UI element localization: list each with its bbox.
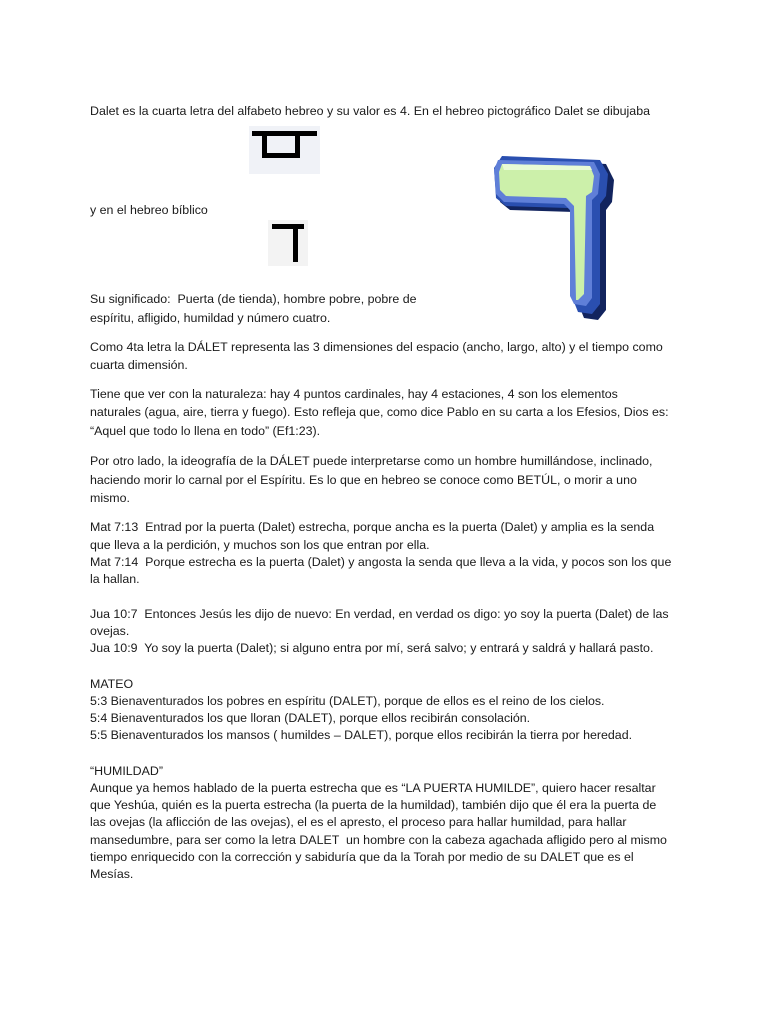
mateo-line-3: 5:5 Bienaventurados los mansos ( humildes – DALET), porque ellos recibirán la tierra por heredad. xyxy=(90,728,633,742)
jua-line-1: Jua 10:7 Entonces Jesús les dijo de nuevo: En verdad, en verdad os digo: yo soy la puerta (Dalet) de las xyxy=(90,607,669,621)
ideography-line-2: haciendo morir lo carnal por el Espíritu. Es lo que en hebreo se conoce como BETÚL, o morir a uno xyxy=(90,473,637,487)
meaning-line-2: espíritu, afligido, humildad y número cuatro. xyxy=(90,311,331,325)
mateo-line-2: 5:4 Bienaventurados los que lloran (DALET), porque ellos recibirán consolación. xyxy=(90,711,531,725)
door-icon xyxy=(249,126,320,174)
jua-line-3: Jua 10:9 Yo soy la puerta (Dalet); si alguno entra por mí, será salvo; y entrará y saldrá y hallará pasto. xyxy=(90,641,654,655)
mat-line-4: la hallan. xyxy=(90,572,140,586)
pictograph-dalet-image xyxy=(249,126,320,174)
humildad-line-4: mansedumbre, para ser como la letra DALET un hombre con la cabeza agachada afligido pero al mismo xyxy=(90,833,667,847)
jua-line-2: ovejas. xyxy=(90,624,130,638)
humildad-line-6: Mesías. xyxy=(90,867,134,881)
dimensions-line-1: Como 4ta letra la DÁLET representa las 3 dimensiones del espacio (ancho, largo, alto) y el tiempo como xyxy=(90,340,663,354)
decorative-dalet-image xyxy=(488,150,618,322)
dalet-3d-icon xyxy=(488,150,618,322)
humildad-line-1: Aunque ya hemos hablado de la puerta estrecha que es “LA PUERTA HUMILDE”, quiero hacer resaltar xyxy=(90,781,656,795)
biblical-dalet-image xyxy=(268,220,308,266)
dalet-letter-icon xyxy=(268,220,308,266)
ideography-line-3: mismo. xyxy=(90,491,130,505)
humildad-line-2: que Yeshúa, quién es la puerta estrecha (la puerta de la humildad), también dijo que él era la puerta de xyxy=(90,798,657,812)
nature-line-2: naturales (agua, aire, tierra y fuego). Esto refleja que, como dice Pablo en su carta a los Efesios, Dios es: xyxy=(90,405,669,419)
humildad-heading: “HUMILDAD” xyxy=(90,764,163,778)
humildad-line-3: las ovejas (la aflicción de las ovejas), el es el apresto, el proceso para hallar humildad, para hallar xyxy=(90,815,627,829)
biblical-line: y en el hebreo bíblico xyxy=(90,203,208,217)
nature-line-1: Tiene que ver con la naturaleza: hay 4 puntos cardinales, hay 4 estaciones, 4 son los elementos xyxy=(90,387,618,401)
mat-line-3: Mat 7:14 Porque estrecha es la puerta (Dalet) y angosta la senda que lleva a la vida, y pocos son los que xyxy=(90,555,672,569)
mateo-line-1: 5:3 Bienaventurados los pobres en espíritu (DALET), porque de ellos es el reino de los cielos. xyxy=(90,694,605,708)
mat-line-1: Mat 7:13 Entrad por la puerta (Dalet) estrecha, porque ancha es la puerta (Dalet) y amplia es la senda xyxy=(90,520,655,534)
humildad-line-5: tiempo enriquecido con la corrección y sabiduría que da la Torah por medio de su DALET que es el xyxy=(90,850,634,864)
ideography-line-1: Por otro lado, la ideografía de la DÁLET puede interpretarse como un hombre humillándose, inclinado, xyxy=(90,454,653,468)
mat-line-2: que lleva a la perdición, y muchos son los que entran por ella. xyxy=(90,538,430,552)
meaning-line-1: Su significado: Puerta (de tienda), hombre pobre, pobre de xyxy=(90,292,417,306)
nature-line-3: “Aquel que todo lo llena en todo” (Ef1:23). xyxy=(90,424,321,438)
intro-line: Dalet es la cuarta letra del alfabeto hebreo y su valor es 4. En el hebreo pictográfico Dalet se dibujaba xyxy=(90,104,650,118)
mateo-heading: MATEO xyxy=(90,677,134,691)
dimensions-line-2: cuarta dimensión. xyxy=(90,358,188,372)
